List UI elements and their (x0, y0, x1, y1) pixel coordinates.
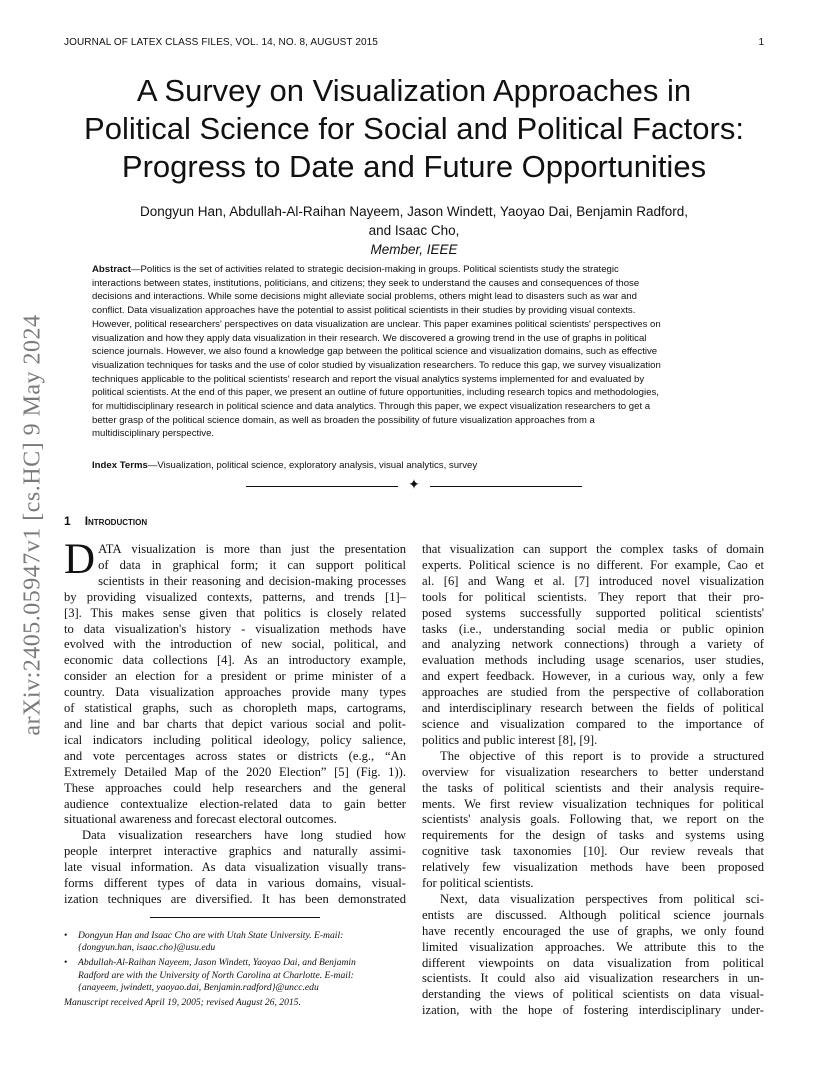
body-line: posed systems successfully supported political scientists' (422, 605, 764, 620)
divider-star-icon: ✦ (408, 478, 420, 493)
body-line: and expert feedback. However, in a curious way, only a few (422, 669, 764, 684)
section-title: Introduction (84, 514, 148, 528)
footnote-line: Dongyun Han and Isaac Cho are with Utah State University. E-mail: (78, 930, 344, 941)
body-line: scientists. It could also aid visualization researchers in un- (422, 971, 764, 986)
body-line: audience contextualize election-related data to gain better (64, 796, 406, 811)
section-number: 1 (64, 514, 71, 528)
footnotes (64, 930, 406, 997)
first-line-text: visualization is more than just the presentation (121, 542, 406, 556)
body-line: ments. We first review visualization techniques for political (422, 796, 764, 811)
abstract-line: political scientists. At the end of this paper, we present an outline of future opportunities, including research topics and methodologies, (92, 387, 659, 399)
running-header: JOURNAL OF LATEX CLASS FILES, VOL. 14, NO. 8, AUGUST 2015 (64, 37, 378, 48)
body-line: different viewpoints on data visualization from political (422, 955, 764, 970)
title-line: Political Science for Social and Political Factors: (84, 111, 744, 146)
body-line: relatively few visualization methods have been proposed (422, 860, 764, 875)
body-line: the tasks of political scientists and their analysis require- (422, 780, 764, 795)
right-column (422, 542, 764, 1019)
abstract-line: for multidisciplinary research in political science and data analytics. Through this paper, we expect visualization researchers to get a (92, 401, 651, 413)
index-terms-label: Index Terms (92, 460, 148, 471)
body-line: country. Data visualization approaches provide many types (64, 685, 406, 700)
body-line: scientists in their reasoning and decision-making processes (98, 573, 406, 588)
footnote-rule (150, 917, 320, 918)
body-line: ization techniques are diversified. It has been demonstrated (64, 891, 406, 906)
body-line: tasks (i.e., understanding social media or public opinion (422, 621, 764, 636)
body-line: by providing visualized contexts, patterns, and trends [1]– (64, 589, 406, 604)
abstract-line: interactions between states, institutions, politicians, and citizens; they seek to understand the causes and consequences of those (92, 277, 640, 289)
dropcap: D (64, 536, 96, 583)
body-line: al. [6] and Wang et al. [7] introduced novel visualization (422, 573, 764, 588)
title-line: A Survey on Visualization Approaches in (136, 73, 692, 108)
body-line: Data visualization researchers have long studied how (82, 828, 406, 843)
body-line: The objective of this report is to provide a structured (440, 748, 764, 763)
body-line: tools for political scientists. They report that their pro- (422, 589, 764, 604)
author-list (60, 202, 768, 259)
body-line: people interpret interactive graphics and naturally assimi- (64, 844, 406, 859)
footnote-email: {anayeem, jwindett, yaoyao.dai, Benjamin.radford}@uncc.edu (78, 981, 319, 993)
body-line: to data visualization's history - visualization methods have (64, 621, 406, 636)
body-line: experts. Political science is no different. For example, Cao et (422, 557, 764, 572)
body-line: ical indicators including political ideology, policy salience, (64, 732, 406, 747)
body-line: evolved with the introduction of new social, political, and (64, 637, 406, 652)
body-line: forms different types of data in various domains, visual- (64, 876, 406, 891)
section-heading (64, 514, 147, 528)
left-column (64, 536, 406, 908)
body-line: of statistical graphs, such as choropleth maps, cartograms, (64, 701, 406, 716)
title-line: Progress to Date and Future Opportunities (121, 149, 707, 184)
abstract-line (92, 263, 740, 277)
body-line: Extremely Detailed Map of the 2020 Election” [5] (Fig. 1)). (64, 764, 406, 779)
index-terms (92, 459, 740, 472)
author-line (60, 221, 768, 259)
abstract (92, 263, 740, 441)
page-number: 1 (758, 37, 764, 48)
abstract-text: —Politics is the set of activities related to strategic decision-making in groups. Political scientists study the strategic (130, 264, 619, 275)
author-role: Member, IEEE (370, 242, 458, 257)
body-line: Next, data visualization perspectives from political sci- (440, 891, 764, 906)
body-line: for political scientists. (422, 876, 534, 891)
paper-title (60, 72, 768, 186)
abstract-line: science journals. However, we also found a knowledge gap between the political science and visualization domains, such as effective (92, 346, 658, 358)
arxiv-stamp[interactable]: arXiv:2405.05947v1 [cs.HC] 9 May 2024 (19, 314, 46, 736)
body-line (64, 542, 406, 558)
abstract-label: Abstract (92, 264, 131, 275)
abstract-line: However, political researchers' perspectives on data visualization are unclear. This paper examines political scientists' perspectives on (92, 318, 661, 330)
body-line: and analyzing network connections) through a variety of (422, 637, 764, 652)
divider-right-rule (430, 486, 582, 487)
abstract-line: techniques applicable to the political scientists' research and report the visual analytics systems implemented for and evaluated by (92, 373, 645, 385)
index-terms-text: —Visualization, political science, exploratory analysis, visual analytics, survey (147, 460, 478, 471)
body-line: ization, with the hope of fostering interdisciplinary under- (422, 1003, 764, 1018)
abstract-line: decisions and interactions. While some decisions might alleviate social problems, others might lead to disasters such as war and (92, 291, 637, 303)
footnote-line: Abdullah-Al-Raihan Nayeem, Jason Windett, Yaoyao Dai, and Benjamin (78, 957, 356, 969)
body-line: entists are discussed. Although political science journals (422, 907, 764, 922)
body-line: approaches are studied from the perspective of collaboration (422, 685, 764, 700)
footnote-line: Radford are with the University of North Carolina at Charlotte. E-mail: (78, 969, 354, 981)
body-line: economic data collections [4]. As an introductory example, (64, 653, 406, 668)
divider-left-rule (246, 486, 398, 487)
body-line: overview for visualization researchers to better understand (422, 764, 764, 779)
body-line: situational awareness and forecast electoral outcomes. (64, 812, 337, 827)
arxiv-stamp-container (20, 290, 46, 760)
body-line: These approaches could help researchers and the general (64, 780, 406, 795)
body-line: science and visualization compared to the importance of (422, 716, 764, 731)
body-line: consider an election for a president or prime minister of a (64, 669, 406, 684)
bullet-icon: • (64, 930, 68, 941)
abstract-line: conflict. Data visualization approaches have the potential to assist political scientists in their studies by providing visual contexts. (92, 305, 636, 317)
body-line: and interdisciplinary research between the fields of political (422, 701, 764, 716)
manuscript-note: Manuscript received April 19, 2005; revised August 26, 2015. (64, 997, 301, 1008)
abstract-line: better grasp of the political science domain, as well as broaden the possibility of future visualization approaches from a (92, 414, 595, 426)
abstract-line: visualization and how they apply data visualization in their research. We discovered a growing trend in the use of graphs in political (92, 332, 647, 344)
body-line: that visualization can support the complex tasks of domain (422, 542, 764, 556)
abstract-line: multidisciplinary perspective. (92, 428, 215, 440)
body-line: have recently encouraged the use of graphs, we only found (422, 923, 764, 938)
footnote-item (64, 930, 406, 954)
body-line: evaluation methods including usage scenarios, user studies, (422, 653, 764, 668)
body-line: late visual information. As data visualization visually trans- (64, 860, 406, 875)
footnote-item (64, 957, 406, 994)
bullet-icon: • (64, 957, 68, 969)
body-line: politics and public interest [8], [9]. (422, 732, 598, 747)
author-line-prefix: and Isaac Cho, (368, 223, 460, 238)
footnote-email: {dongyun.han, isaac.cho}@usu.edu (78, 942, 216, 954)
body-line: of data in graphical form; it can support political (98, 557, 406, 572)
abstract-line: visualization techniques for tasks and the use of color studied by visualization researchers. To reduce this gap, we survey visualization (92, 359, 661, 371)
body-line: requirements for the design of tasks and systems using (422, 828, 764, 843)
dropcap-rest: ATA (98, 542, 122, 556)
author-line: Dongyun Han, Abdullah-Al-Raihan Nayeem, Jason Windett, Yaoyao Dai, Benjamin Radford, (139, 204, 689, 219)
body-line: derstanding the views of political scientists on data visual- (422, 987, 764, 1002)
body-line: cognitive task taxonomies [10]. Our review reveals that (422, 844, 764, 859)
body-line: limited visualization approaches. We attribute this to the (422, 939, 764, 954)
body-line: [3]. This makes sense given that politics is closely related (64, 605, 406, 620)
body-line: and vote percentages across states or districts (e.g., “An (64, 748, 406, 763)
body-line: scientists' analysis goals. Following that, we report on the (422, 812, 764, 827)
body-line: and line and bar charts that depict various social and polit- (64, 716, 406, 731)
